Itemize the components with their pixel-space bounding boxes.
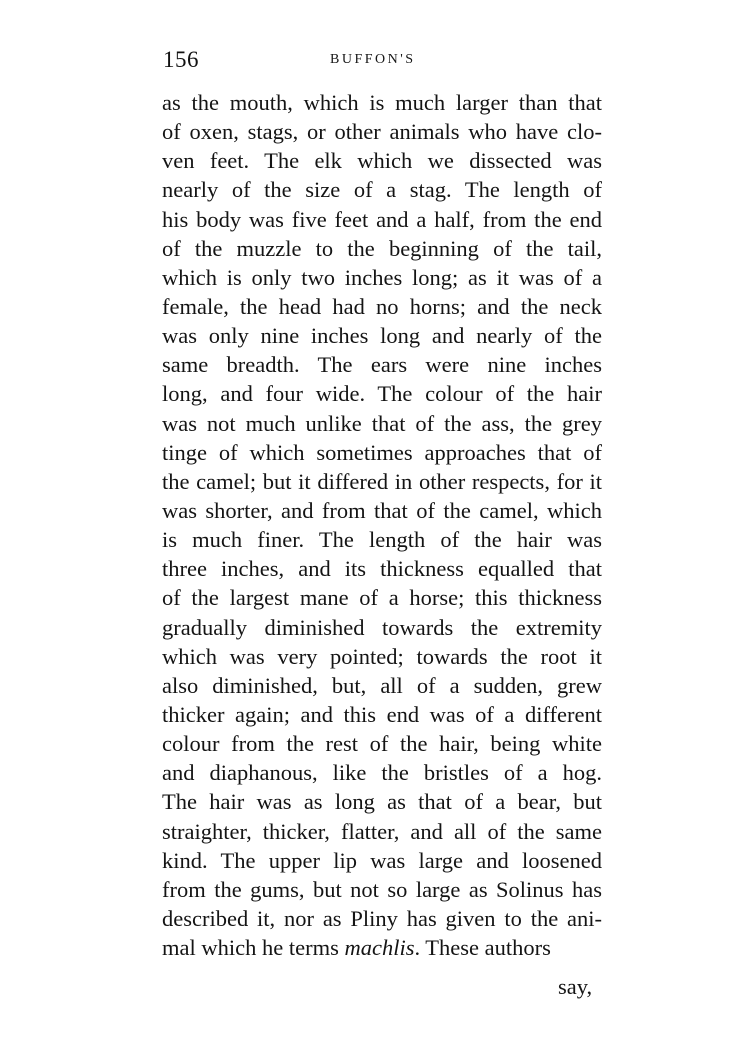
text-segment: was shorter, and from that of the camel, which	[162, 497, 602, 523]
text-line	[162, 525, 602, 554]
text-line	[162, 787, 602, 816]
text-line	[162, 263, 602, 292]
text-segment: was only nine inches long and nearly of the	[162, 323, 602, 349]
text-segment: gradually diminished towards the extremity	[162, 614, 602, 640]
text-segment: which is only two inches long; as it was of a	[162, 264, 602, 290]
text-line	[162, 758, 602, 787]
text-segment: ven feet. The elk which we dissected was	[162, 148, 602, 174]
text-line	[162, 321, 602, 350]
text-line	[162, 904, 602, 933]
text-line	[162, 613, 602, 642]
text-segment: tinge of which sometimes approaches that of	[162, 439, 602, 465]
text-segment: of the muzzle to the beginning of the tail,	[162, 235, 602, 261]
text-segment: also diminished, but, all of a sudden, grew	[162, 672, 602, 698]
text-line	[162, 409, 602, 438]
text-line	[162, 642, 602, 671]
text-segment: same breadth. The ears were nine inches	[162, 352, 602, 378]
text-segment: . These authors	[414, 935, 551, 961]
text-segment: female, the head had no horns; and the neck	[162, 293, 602, 319]
text-line	[162, 933, 602, 962]
text-line	[162, 817, 602, 846]
text-segment: as the mouth, which is much larger than that	[162, 90, 602, 115]
text-segment: three inches, and its thickness equalled that	[162, 556, 602, 582]
text-line	[162, 117, 602, 146]
text-segment: colour from the rest of the hair, being white	[162, 731, 602, 757]
text-segment: his body was five feet and a half, from the end	[162, 206, 602, 232]
running-head: BUFFON'S	[330, 52, 416, 67]
text-segment: was not much unlike that of the ass, the grey	[162, 410, 602, 436]
text-line	[162, 438, 602, 467]
text-line	[162, 146, 602, 175]
body-text	[162, 88, 602, 962]
text-line	[162, 671, 602, 700]
page-number: 156	[163, 47, 199, 72]
text-line	[162, 175, 602, 204]
text-line	[162, 554, 602, 583]
text-segment: The hair was as long as that of a bear, but	[162, 789, 602, 815]
italic-term: machlis	[344, 935, 415, 961]
text-segment: nearly of the size of a stag. The length of	[162, 177, 602, 203]
text-line	[162, 846, 602, 875]
text-line	[162, 88, 602, 117]
text-segment: of oxen, stags, or other animals who have clo-	[162, 119, 602, 145]
text-segment: straighter, thicker, flatter, and all of the same	[162, 818, 602, 844]
text-segment: is much finer. The length of the hair was	[162, 527, 602, 553]
text-line	[162, 205, 602, 234]
text-line	[162, 350, 602, 379]
text-segment: of the largest mane of a horse; this thickness	[162, 585, 602, 611]
text-segment: thicker again; and this end was of a different	[162, 701, 602, 727]
text-line	[162, 700, 602, 729]
catchword: say,	[558, 974, 593, 999]
text-segment: and diaphanous, like the bristles of a hog.	[162, 760, 602, 786]
text-line	[162, 234, 602, 263]
text-line	[162, 292, 602, 321]
text-segment: the camel; but it differed in other respects, for it	[162, 468, 602, 494]
text-segment: from the gums, but not so large as Solinus has	[162, 876, 602, 902]
text-segment: which was very pointed; towards the root it	[162, 643, 602, 669]
text-segment: long, and four wide. The colour of the hair	[162, 381, 602, 407]
text-line	[162, 729, 602, 758]
text-segment: described it, nor as Pliny has given to the ani-	[162, 905, 602, 931]
text-segment: kind. The upper lip was large and loosened	[162, 847, 602, 873]
text-line	[162, 379, 602, 408]
text-segment: mal which he terms	[162, 935, 345, 961]
text-line	[162, 583, 602, 612]
text-line	[162, 496, 602, 525]
text-line	[162, 467, 602, 496]
text-line	[162, 875, 602, 904]
